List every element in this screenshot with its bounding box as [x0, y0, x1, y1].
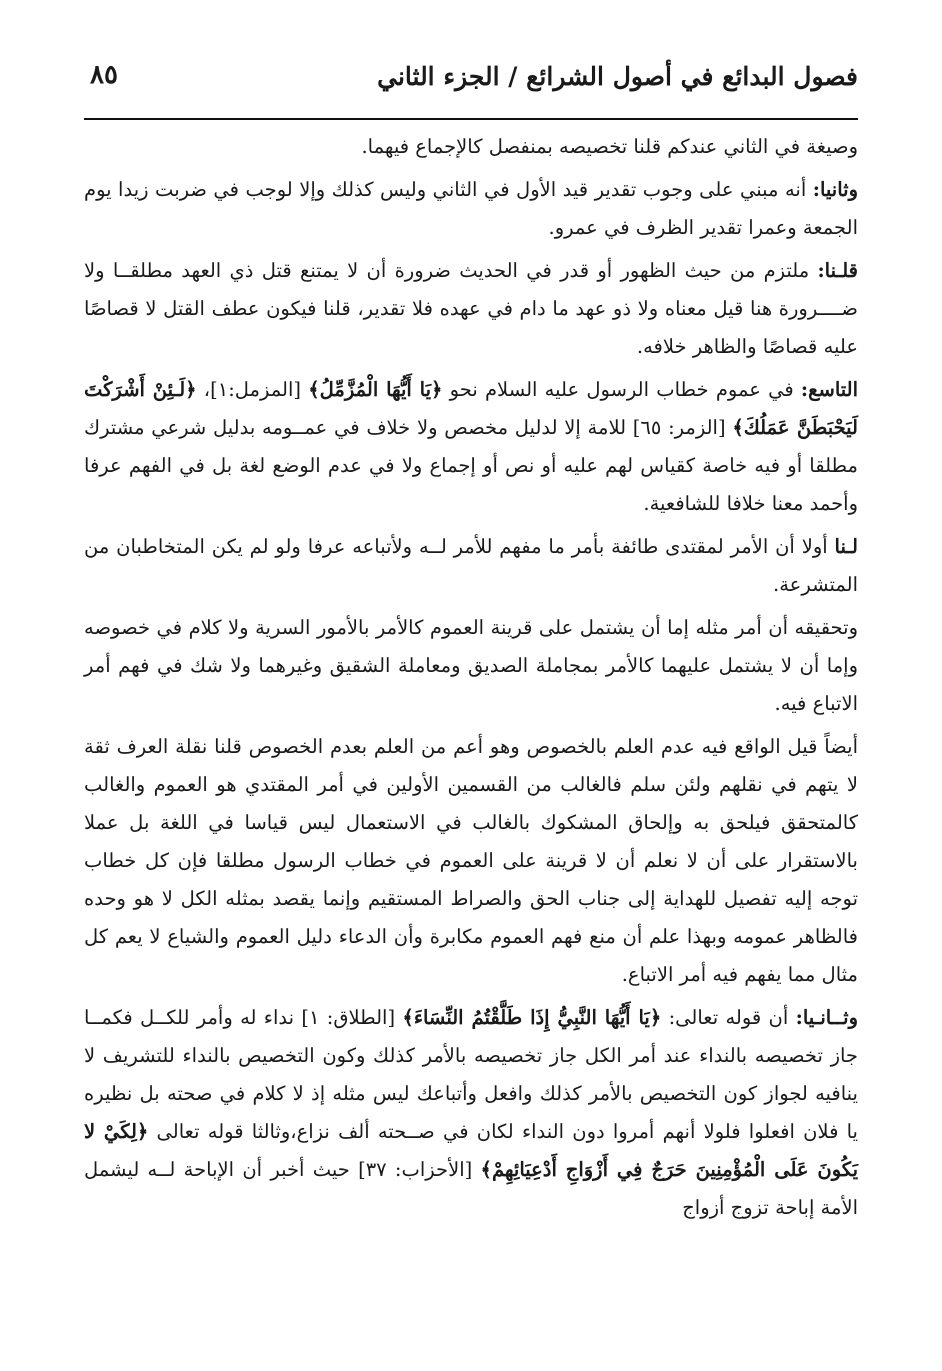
quran-verse: ﴿لَـئِنْ أَشْرَكْتَ لَيَحْبَطَنَّ عَمَلُكَ﴾: [84, 378, 858, 439]
paragraph-lead: لـنا: [834, 535, 858, 558]
paragraph-8: [84, 999, 858, 1227]
quran-verse: ﴿يَا أَيُّهَا النَّبِيُّ إِذَا طَلَّقْتُمُ النِّسَاءَ﴾: [402, 1006, 662, 1029]
header-rule: [84, 118, 858, 120]
paragraph-5: [84, 528, 858, 604]
paragraph-3: [84, 252, 858, 366]
paragraph-text: أنه مبني على وجوب تقدير قيد الأول في الثاني وليس كذلك وإلا لوجب في ضربت زيدا يوم الجمعة وعمرا تقدير الظرف في عمرو.: [84, 178, 858, 239]
paragraph-7: [84, 728, 858, 994]
paragraph-lead: وثــانـيا:: [795, 1006, 859, 1029]
paragraph-lead: قلـنا:: [817, 259, 858, 282]
paragraph-1: [84, 128, 858, 166]
paragraph-text: أن قوله تعالى:: [661, 1006, 796, 1029]
page-number: ٨٥: [90, 60, 118, 90]
paragraph-text: ملتزم من حيث الظهور أو قدر في الحديث ضرورة أن لا يمتنع قتل ذي العهد مطلقــا ولا ضــــرورة هنا قيل معناه ولا ذو عهد ما دام في عهده فلا تقدير، قلنا فيكون عطف القتل لا قصاصًا عليه قصاصًا والظاهر خلافه.: [84, 259, 858, 358]
paragraph-text: أولا أن الأمر لمقتدى طائفة بأمر ما مفهم للأمر لــه ولأتباعه عرفا ولو لم يكن المتخاطبان من المتشرعة.: [84, 535, 858, 596]
paragraph-text: في عموم خطاب الرسول عليه السلام نحو: [442, 378, 801, 401]
paragraph-lead: التاسع:: [800, 378, 859, 401]
paragraph-text: [الطلاق: ١] نداء له وأمر للكــل فكمــا جاز تخصيصه بالنداء عند أمر الكل جاز تخصيصه بالأمر كذلك وكون التخصيص بالنداء للتشريف لا ينافيه لجواز كون التخصيص بالأمر كذلك وافعل وأتباعك ليس مثله إذ لا كلام في صحته بل نظيره يا فلان افعلوا فلولا أنهم أمروا دون النداء لكان في صــحته ألف نزاع،وثالثا قوله تعالى: [84, 1006, 858, 1143]
body-text: [84, 128, 858, 1232]
paragraph-lead: وثانيا:: [812, 178, 858, 201]
paragraph-text: وصيغة في الثاني عندكم قلنا تخصيصه بمنفصل كالإجماع فيهما.: [361, 135, 858, 158]
paragraph-2: [84, 171, 858, 247]
paragraph-text: وتحقيقه أن أمر مثله إما أن يشتمل على قرينة العموم كالأمر بالأمور السرية ولا كلام في خصوصه وإما أن لا يشتمل عليهما كالأمر بمجاملة الصديق ومعاملة الشقيق وغيرهما ولا شك في فهم أمر الاتباع فيه.: [84, 616, 858, 715]
page-header: [84, 52, 858, 112]
running-title: فصول البدائع في أصول الشرائع / الجزء الثاني: [377, 62, 858, 91]
paragraph-6: [84, 609, 858, 723]
paragraph-text: [الزمر: ٦٥] للامة إلا لدليل مخصص ولا خلاف في عمــومه بدليل شرعي مشترك مطلقا أو فيه خاصة كقياس لهم عليه أو نص أو إجماع ولا في عدم الوضع لغة بل في الفهم عرفا وأحمد معنا خلافا للشافعية.: [84, 416, 858, 515]
paragraph-text: أيضاً قيل الواقع فيه عدم العلم بالخصوص وهو أعم من العلم بعدم الخصوص قلنا نقلة العرف ثقة لا يتهم في نقلهم ولئن سلم فالغالب من القسمين الأولين في أمر المقتدي هو العموم والغالب كالمتحقق فيلحق به وإلحاق المشكوك بالغالب في الاستعمال ليس قياسا في اللغة بل عملا بالاستقرار على أن لا نعلم أن لا قرينة على العموم في خطاب الرسول مطلقا فإن كل خطاب توجه إليه تفصيل للهداية إلى جناب الحق والصراط المستقيم وإنما يقصد بمثله الكل لا هو وحده فالظاهر عمومه وبهذا علم أن منع فهم العموم مكابرة وأن الدعاء دليل العموم والشياع لا يعم كل مثال مما يفهم فيه أمر الاتباع.: [84, 735, 858, 986]
verse-reference: [المزمل:١]،: [196, 378, 309, 401]
paragraph-text: [الأحزاب: ٣٧] حيث أخبر أن الإباحة لــه ليشمل الأمة إباحة تزوج أزواج: [84, 1158, 858, 1219]
quran-verse: ﴿لِكَيْ لا يَكُونَ عَلَى الْمُؤْمِنِينَ حَرَجٌ فِي أَزْوَاجِ أَدْعِيَائِهِمْ﴾: [84, 1120, 859, 1181]
paragraph-4: [84, 371, 858, 523]
quran-verse: ﴿يَا أَيُّهَا الْمُزَّمِّلُ﴾: [308, 378, 443, 401]
